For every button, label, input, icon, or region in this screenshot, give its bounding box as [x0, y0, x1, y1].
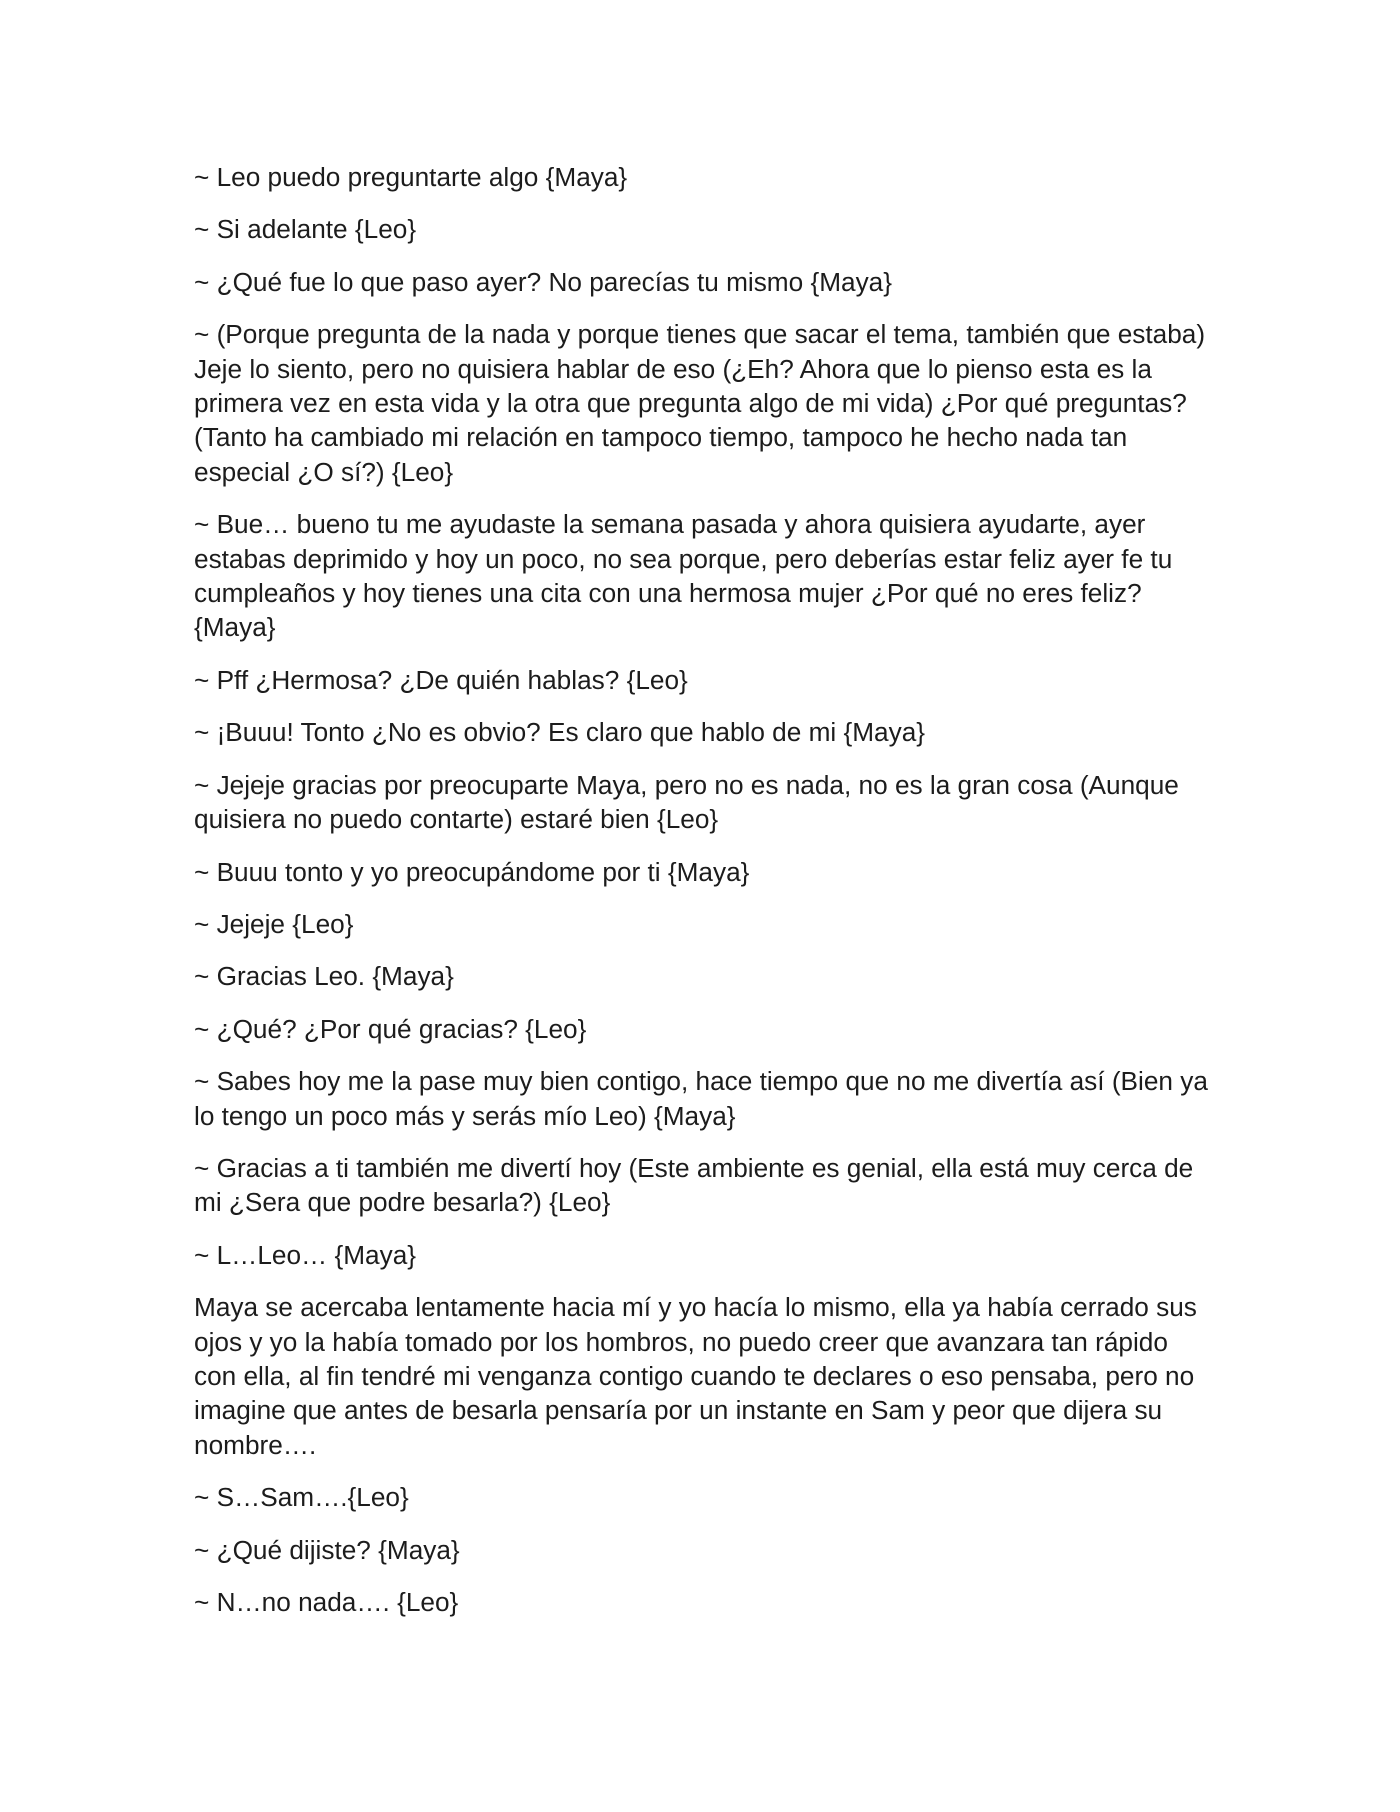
dialogue-line: ~ Gracias Leo. {Maya} — [194, 961, 454, 992]
dialogue-line: ~ ¿Qué? ¿Por qué gracias? {Leo} — [194, 1013, 587, 1044]
dialogue-line: ~ Gracias a ti también me divertí hoy (Este ambiente es genial, ella está muy cerca de mi ¿Sera que podre besarla?) {Leo} — [194, 1152, 1194, 1218]
dialogue-line: ~ Leo puedo preguntarte algo {Maya} — [194, 162, 628, 192]
dialogue-line: ~ Jejeje gracias por preocuparte Maya, pero no es nada, no es la gran cosa (Aunque quisiera no puedo contarte) estaré bien {Leo} — [194, 769, 1179, 835]
dialogue-line: ~ Jejeje {Leo} — [194, 908, 354, 939]
dialogue-line: ~ Buuu tonto y yo preocupándome por ti {Maya} — [194, 856, 750, 887]
dialogue-line: ~ (Porque pregunta de la nada y porque tienes que sacar el tema, también que estaba) Jeje lo siento, pero no quisiera hablar de eso (¿Eh? Ahora que lo pienso esta es la primera vez en esta vida y la otra que pregunta algo de mi vida) ¿Por qué preguntas? (Tanto ha cambiado mi relación en tampoco tiempo, tampoco he hecho nada tan especial ¿O sí?) {Leo} — [194, 319, 1206, 487]
dialogue-line: ~ Pff ¿Hermosa? ¿De quién hablas? {Leo} — [194, 664, 688, 695]
narration-paragraph: Maya se acercaba lentamente hacia mí y yo hacía lo mismo, ella ya había cerrado sus ojos y yo la había tomado por los hombros, no puedo creer que avanzara tan rápido con ella, al fin tendré mi venganza contigo cuando te declares o eso pensaba, pero no imagine que antes de besarla pensaría por un instante en Sam y peor que dijera su nombre…. — [194, 1292, 1197, 1460]
dialogue-line: ~ ¡Buuu! Tonto ¿No es obvio? Es claro que hablo de mi {Maya} — [194, 717, 926, 748]
dialogue-line: ~ S…Sam….{Leo} — [194, 1482, 409, 1513]
document-page — [194, 160, 1214, 1637]
dialogue-line: ~ N…no nada…. {Leo} — [194, 1587, 459, 1617]
dialogue-line: ~ L…Leo… {Maya} — [194, 1239, 417, 1270]
dialogue-line: ~ ¿Qué fue lo que paso ayer? No parecías tu mismo {Maya} — [194, 266, 892, 297]
dialogue-line: ~ Si adelante {Leo} — [194, 214, 417, 245]
dialogue-line: ~ Bue… bueno tu me ayudaste la semana pasada y ahora quisiera ayudarte, ayer estabas deprimido y hoy un poco, no sea porque, pero deberías estar feliz ayer fe tu cumpleaños y hoy tienes una cita con una hermosa mujer ¿Por qué no eres feliz? {Maya} — [194, 509, 1173, 643]
dialogue-line: ~ ¿Qué dijiste? {Maya} — [194, 1534, 460, 1565]
dialogue-line: ~ Sabes hoy me la pase muy bien contigo, hace tiempo que no me divertía así (Bien ya lo tengo un poco más y serás mío Leo) {Maya} — [194, 1066, 1208, 1131]
